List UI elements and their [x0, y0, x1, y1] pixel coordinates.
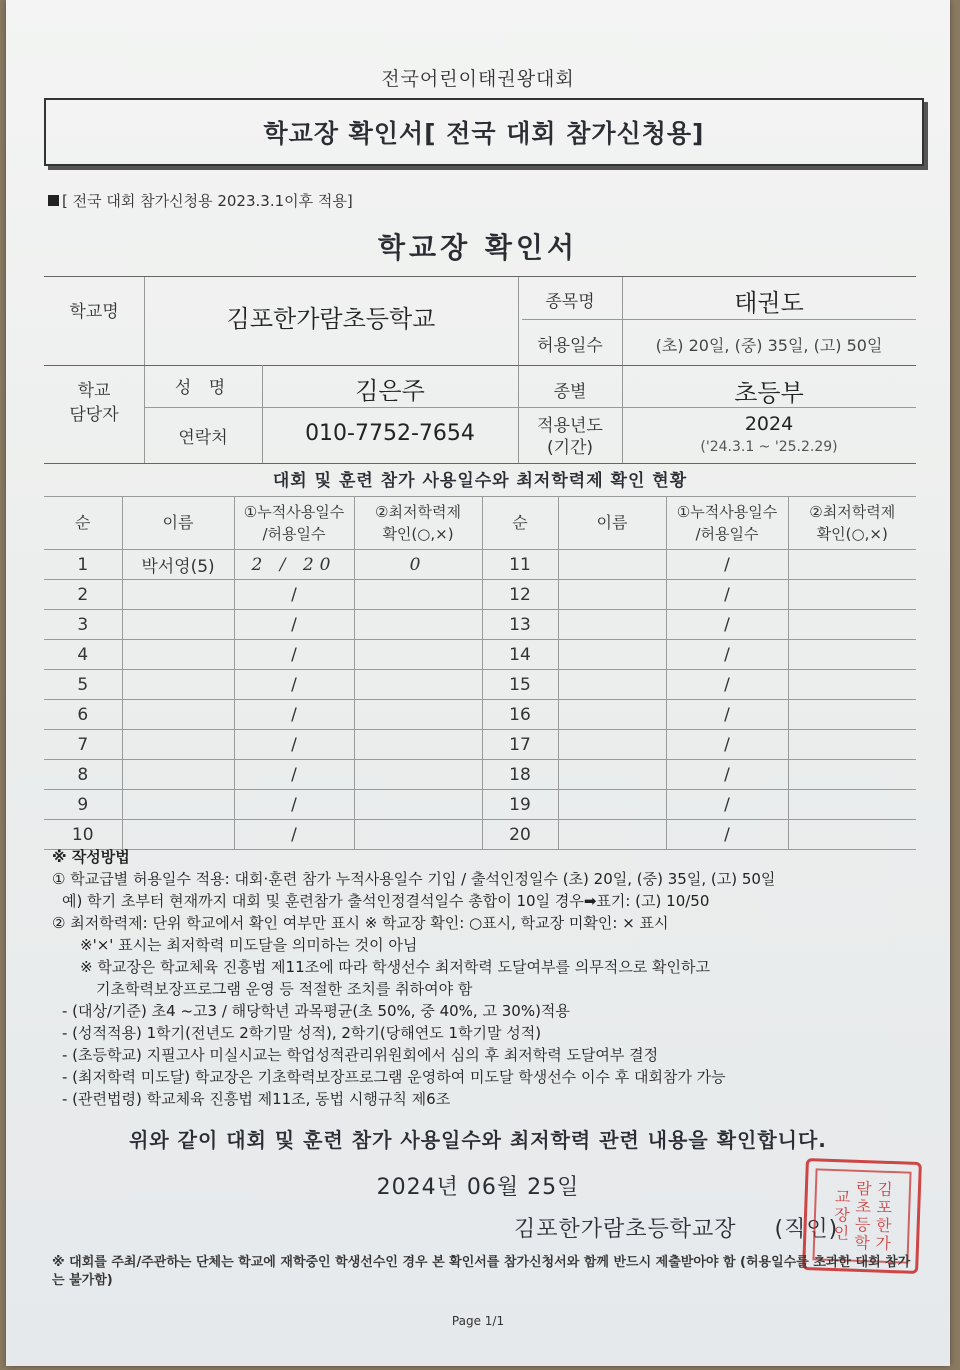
- cell-check: [354, 610, 482, 640]
- cell-no: 6: [44, 700, 122, 730]
- cell-days: /: [666, 640, 788, 670]
- cell-name: [558, 730, 666, 760]
- cell-check: [354, 700, 482, 730]
- cell-name: [122, 610, 234, 640]
- cell-no: 13: [482, 610, 558, 640]
- cell-no: 11: [482, 550, 558, 580]
- document-title: 학교장 확인서: [377, 231, 579, 264]
- name-label: 성 명: [174, 378, 232, 398]
- info-table: [44, 276, 916, 464]
- cell-no: 3: [44, 610, 122, 640]
- principal-name: [514, 1212, 838, 1243]
- cell-check: [788, 700, 916, 730]
- school-label: 학교명: [69, 302, 119, 322]
- organization-name: 전국어린이태권왕대회: [381, 68, 575, 90]
- cell-name: [122, 700, 234, 730]
- cell-no: 14: [482, 640, 558, 670]
- table-body: [44, 550, 916, 850]
- detail-1: - (대상/기준) 초4 ~고3 / 해당학년 과목평균(초 50%, 중 40%, 고 30%)적용: [62, 1002, 570, 1020]
- cell-days: /: [234, 580, 354, 610]
- cell-days: /: [234, 640, 354, 670]
- cell-days: /: [666, 730, 788, 760]
- cell-check: [788, 670, 916, 700]
- cell-no: 8: [44, 760, 122, 790]
- document-page: [6, 0, 950, 1366]
- cell-check: 0: [354, 550, 482, 580]
- cell-check: [354, 790, 482, 820]
- cell-days: /: [234, 730, 354, 760]
- notes-title: ※ 작성방법: [52, 848, 130, 866]
- cell-no: 15: [482, 670, 558, 700]
- cell-name: [122, 820, 234, 850]
- footnote: ※ 대회를 주최/주관하는 단체는 학교에 재학중인 학생선수인 경우 본 확인서를 참가신청서와 함께 반드시 제출받아야 함 (허용일수를 초과한 대회 참가는 불가함): [52, 1255, 911, 1288]
- cell-check: [354, 760, 482, 790]
- apply-note: [48, 190, 353, 211]
- note-4b: 기초학력보장프로그램 운영 등 적절한 조치를 취하여야 함: [96, 980, 473, 998]
- cell-check: [788, 640, 916, 670]
- page-number: Page 1/1: [451, 1314, 505, 1328]
- cell-name: [122, 790, 234, 820]
- detail-2: - (성적적용) 1학기(전년도 2학기말 성적), 2학기(당해연도 1학기말 성적): [62, 1024, 542, 1042]
- cell-check: [354, 820, 482, 850]
- cell-check: [788, 550, 916, 580]
- table-row: [44, 760, 916, 790]
- cell-days: /: [234, 670, 354, 700]
- principal-text: 김포한가람초등학교장: [514, 1217, 737, 1242]
- cell-days: /: [234, 790, 354, 820]
- allowed-days-value: (초) 20일, (중) 35일, (고) 50일: [655, 336, 883, 355]
- cell-name: [558, 820, 666, 850]
- cell-check: [354, 640, 482, 670]
- col-name: 이름: [122, 497, 234, 550]
- issue-date: 2024년 06월 25일: [376, 1175, 580, 1200]
- cell-days: /: [666, 790, 788, 820]
- table-row: [44, 820, 916, 850]
- cell-name: [558, 550, 666, 580]
- cell-name: [558, 580, 666, 610]
- table-header-row: [44, 497, 916, 550]
- note-1b: 예) 학기 초부터 현재까지 대회 및 훈련참가 출석인정결석일수 총합이 10일 경우➡표기: (고) 10/50: [62, 892, 710, 910]
- cell-no: 4: [44, 640, 122, 670]
- cell-days: /: [666, 700, 788, 730]
- cell-days: /: [666, 610, 788, 640]
- cell-check: [788, 790, 916, 820]
- table-row: [44, 640, 916, 670]
- table-row: [44, 580, 916, 610]
- cell-name: [122, 730, 234, 760]
- sport-value: 태권도: [734, 289, 804, 317]
- cell-days: /: [666, 580, 788, 610]
- cell-no: 18: [482, 760, 558, 790]
- col-days: ①누적사용일수 /허용일수: [234, 497, 354, 550]
- seal-stamp-text: 김포한가람초등학교장인: [812, 1168, 911, 1263]
- cell-name: [122, 670, 234, 700]
- table-row: [44, 550, 916, 580]
- cell-name: [558, 700, 666, 730]
- allowed-days-label: 허용일수: [537, 336, 603, 356]
- cell-check: [354, 670, 482, 700]
- cell-no: 1: [44, 550, 122, 580]
- col-no-right: 순: [482, 497, 558, 550]
- division-label: 종별: [553, 382, 587, 402]
- cell-days: /: [234, 760, 354, 790]
- note-3: ※'×' 표시는 최저학력 미도달을 의미하는 것이 아님: [80, 936, 418, 954]
- contact-person-label: 학교 담당자: [69, 381, 119, 425]
- cell-name: [122, 580, 234, 610]
- table-row: [44, 730, 916, 760]
- table-row: [44, 670, 916, 700]
- year-label: 적용년도 (기간): [537, 416, 603, 458]
- cell-check: [788, 580, 916, 610]
- cell-days: /: [234, 700, 354, 730]
- table-row: [44, 790, 916, 820]
- cell-check: [788, 760, 916, 790]
- name-value: 김은주: [355, 377, 425, 405]
- cell-no: 10: [44, 820, 122, 850]
- cell-name: [558, 790, 666, 820]
- cell-name: [122, 760, 234, 790]
- col-check-right: ②최저학력제 확인(○,×): [788, 497, 916, 550]
- form-title-box: [44, 98, 924, 166]
- square-bullet-icon: [48, 195, 59, 206]
- cell-check: [354, 580, 482, 610]
- cell-name: [122, 640, 234, 670]
- cell-check: [354, 730, 482, 760]
- school-value: 김포한가람초등학교: [226, 305, 436, 333]
- cell-days: /: [234, 610, 354, 640]
- cell-name: [558, 640, 666, 670]
- cell-no: 5: [44, 670, 122, 700]
- col-check: ②최저학력제 확인(○,×): [354, 497, 482, 550]
- apply-note-text: [ 전국 대회 참가신청용 2023.3.1이후 적용]: [62, 192, 353, 210]
- instructions: [52, 846, 912, 1110]
- status-table: [44, 496, 916, 850]
- cell-check: [788, 820, 916, 850]
- phone-value: 010-7752-7654: [305, 421, 475, 446]
- note-1a: ① 학교급별 허용일수 적용: 대회·훈련 참가 누적사용일수 기입 / 출석인정일수 (초) 20일, (중) 35일, (고) 50일: [52, 870, 776, 888]
- cell-days: /: [666, 820, 788, 850]
- period-value: ('24.3.1 ~ '25.2.29): [700, 439, 838, 455]
- seal-label: (직인): [774, 1217, 839, 1242]
- cell-no: 19: [482, 790, 558, 820]
- cell-check: [788, 730, 916, 760]
- year-value: 2024: [744, 413, 794, 435]
- cell-days: /: [234, 820, 354, 850]
- confirmation-statement: 위와 같이 대회 및 훈련 참가 사용일수와 최저학력 관련 내용을 확인합니다.: [129, 1128, 827, 1152]
- cell-check: [788, 610, 916, 640]
- cell-name: [558, 610, 666, 640]
- cell-days: /: [666, 550, 788, 580]
- division-value: 초등부: [734, 379, 804, 407]
- status-title: 대회 및 훈련 참가 사용일수와 최저학력제 확인 현황: [272, 471, 688, 491]
- cell-name: [558, 760, 666, 790]
- detail-3: - (초등학교) 지필고사 미실시교는 학업성적관리위원회에서 심의 후 최저학력 도달여부 결정: [62, 1046, 659, 1064]
- cell-no: 12: [482, 580, 558, 610]
- form-title: 학교장 확인서[ 전국 대회 참가신청용]: [263, 119, 705, 148]
- table-row: [44, 700, 916, 730]
- sport-label: 종목명: [545, 292, 595, 312]
- cell-no: 9: [44, 790, 122, 820]
- cell-no: 20: [482, 820, 558, 850]
- cell-days: /: [666, 670, 788, 700]
- col-days-right: ①누적사용일수 /허용일수: [666, 497, 788, 550]
- detail-4: - (최저학력 미도달) 학교장은 기초학력보장프로그램 운영하여 미도달 학생선수 이수 후 대회참가 가능: [62, 1068, 726, 1086]
- col-name-right: 이름: [558, 497, 666, 550]
- detail-5: - (관련법령) 학교체육 진흥법 제11조, 동법 시행규칙 제6조: [62, 1090, 451, 1108]
- note-2: ② 최저학력제: 단위 학교에서 확인 여부만 표시 ※ 학교장 확인: ○표시, 학교장 미확인: × 표시: [52, 914, 669, 932]
- phone-label: 연락처: [178, 428, 228, 448]
- cell-no: 2: [44, 580, 122, 610]
- col-no: 순: [44, 497, 122, 550]
- note-4a: ※ 학교장은 학교체육 진흥법 제11조에 따라 학생선수 최저학력 도달여부를 의무적으로 확인하고: [80, 958, 710, 976]
- table-row: [44, 610, 916, 640]
- cell-name: [558, 670, 666, 700]
- cell-days: 2 / 20: [234, 550, 354, 580]
- cell-no: 17: [482, 730, 558, 760]
- cell-days: /: [666, 760, 788, 790]
- cell-name: 박서영(5): [122, 550, 234, 580]
- cell-no: 7: [44, 730, 122, 760]
- cell-no: 16: [482, 700, 558, 730]
